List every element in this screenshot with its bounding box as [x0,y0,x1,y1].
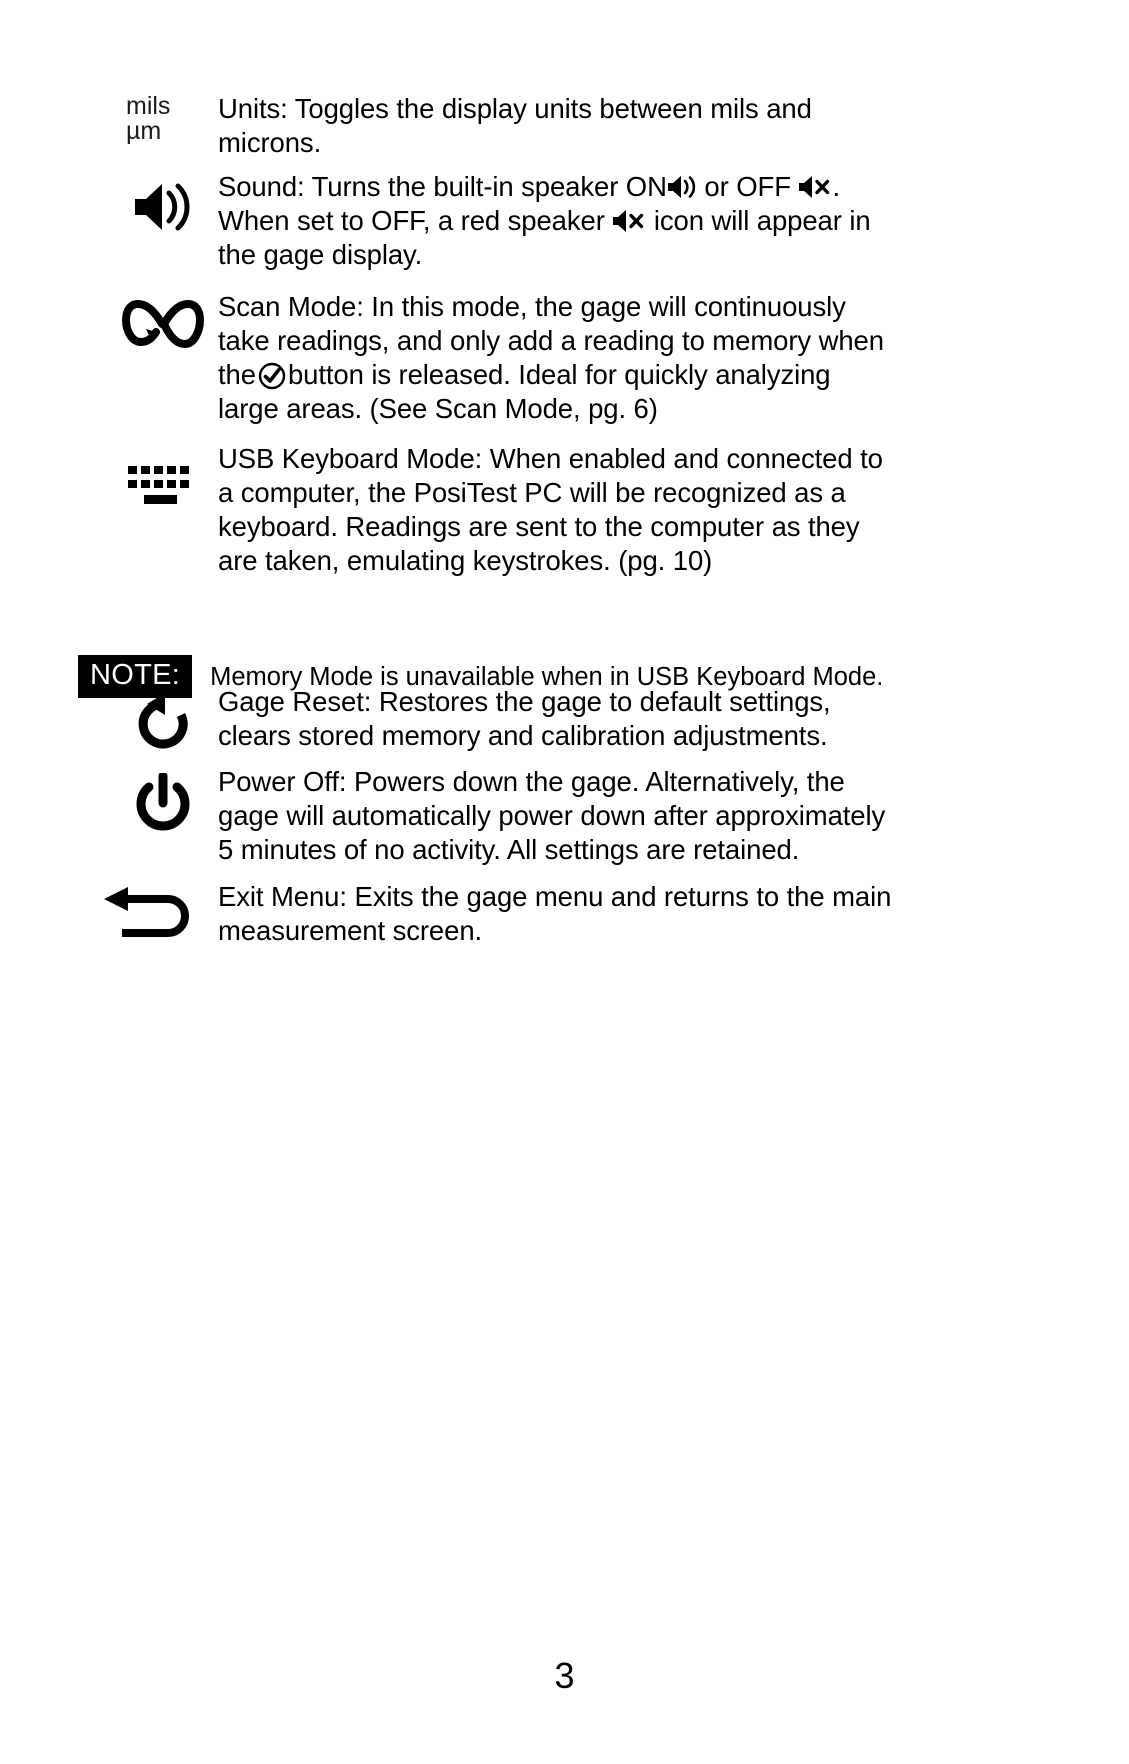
entry-units [108,92,938,160]
exit-line-2: measurement screen. [218,915,483,946]
scan-mode-description [218,290,938,426]
scan-line-2: take readings, and only add a reading to memory when [218,325,884,356]
usb-line-4: are taken, emulating keystrokes. (pg. 10) [218,545,713,576]
power-off-icon-cell [108,765,218,837]
scan-line-1: Scan Mode: In this mode, the gage will continuously [218,291,846,322]
check-button-icon [257,361,287,391]
entry-usb-keyboard-mode [108,442,938,578]
sound-line-1-part-a: Sound: Turns the built-in speaker ON [218,171,667,202]
sound-line-1-part-b: or OFF [704,171,791,202]
sound-line-2 [218,204,938,238]
units-description [218,92,938,160]
power-line-2: gage will automatically power down after approximately [218,800,886,831]
usb-keyboard-icon-cell [108,442,218,510]
gage-reset-description [218,685,938,753]
exit-menu-description [218,880,958,948]
page-number: 3 [554,1655,575,1696]
exit-line-1: Exit Menu: Exits the gage menu and returns to the main [218,881,892,912]
sound-description [218,170,938,272]
reset-line-1: Gage Reset: Restores the gage to default settings, [218,686,831,717]
exit-menu-icon-cell [100,880,218,944]
units-mils-microns-icon [108,94,218,144]
sound-line-2-part-a: When set to OFF, a red speaker [218,205,605,236]
sound-line-1 [218,170,938,204]
entry-sound [108,170,938,272]
units-icon-line-microns: µm [126,117,162,145]
entry-power-off [108,765,938,867]
scan-line-3-part-a: the [218,359,256,390]
scan-line-3-part-b: button is released. Ideal for quickly analyzing [287,359,831,390]
usb-keyboard-description [218,442,938,578]
units-line-1: Units: Toggles the display units between mils and [218,93,812,124]
entry-exit-menu [100,880,958,948]
usb-line-2: a computer, the PosiTest PC will be recognized as a [218,477,846,508]
reset-line-2: clears stored memory and calibration adjustments. [218,720,828,751]
exit-menu-arrow-icon [100,886,196,944]
speaker-on-icon [131,178,195,236]
units-line-2: microns. [218,127,322,158]
power-off-icon [134,773,192,837]
sound-line-1-part-c: . [832,171,840,202]
entry-gage-reset [108,685,938,753]
units-icon-cell [108,92,218,144]
speaker-on-inline-icon [667,174,697,200]
power-line-3: 5 minutes of no activity. All settings are retained. [218,834,800,865]
usb-line-3: keyboard. Readings are sent to the computer as they [218,511,860,542]
speaker-muted-inline-icon-2 [612,208,646,234]
entry-scan-mode [108,290,938,426]
note-text: Memory Mode is unavailable when in USB Keyboard Mode. [210,662,884,691]
speaker-muted-inline-icon [798,174,832,200]
power-off-description [218,765,938,867]
units-icon-line-mils: mils [126,92,171,120]
scan-line-3 [218,358,938,392]
gage-reset-icon [135,691,191,753]
usb-line-1: USB Keyboard Mode: When enabled and connected to [218,443,883,474]
usb-keyboard-icon [126,462,200,510]
scan-mode-infinity-icon [122,296,204,352]
gage-reset-icon-cell [108,685,218,753]
note-badge: NOTE: [78,655,192,698]
sound-icon-cell [108,170,218,236]
power-line-1: Power Off: Powers down the gage. Alternatively, the [218,766,845,797]
sound-line-3: the gage display. [218,239,423,270]
scan-line-4: large areas. (See Scan Mode, pg. 6) [218,393,658,424]
scan-mode-icon-cell [108,290,218,352]
sound-line-2-part-b: icon will appear in [653,205,871,236]
